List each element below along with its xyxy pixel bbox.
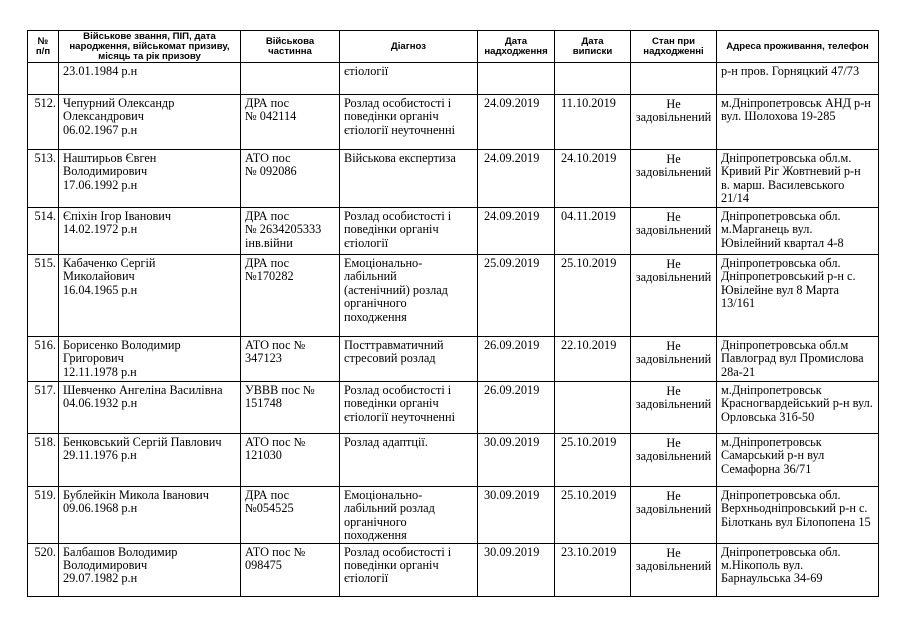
discharge-date-cell: 25.10.2019 bbox=[555, 255, 631, 337]
cell-line: Барнаульська 34-69 bbox=[721, 571, 823, 586]
address-cell bbox=[717, 337, 879, 382]
diagnosis-cell bbox=[340, 208, 478, 255]
cell-line: Стан при bbox=[652, 35, 695, 47]
admission-date-cell: 30.09.2019 bbox=[478, 543, 555, 596]
condition-cell bbox=[631, 63, 717, 95]
cell-line: Не bbox=[666, 257, 681, 271]
cell-line: м.Дніпропетровськ АНД р-н bbox=[721, 96, 871, 110]
cell-line: Ювілейне вул 8 Марта bbox=[721, 282, 839, 297]
admission-date-cell: 25.09.2019 bbox=[478, 255, 555, 337]
military-unit-cell bbox=[241, 543, 340, 596]
cell-line: 29.11.1976 р.н bbox=[63, 448, 137, 463]
cell-line: Дніпропетровська обл.м. bbox=[721, 151, 852, 165]
cell-line: поведінки органіч bbox=[344, 109, 439, 124]
cell-line: лабільний bbox=[344, 269, 397, 284]
cell-line: Розлад особистості і bbox=[344, 209, 452, 223]
address-cell bbox=[717, 150, 879, 208]
cell-line: м.Марганець вул. bbox=[721, 222, 813, 237]
person-cell bbox=[59, 208, 241, 255]
cell-line: №054525 bbox=[245, 501, 294, 516]
cell-line: задовільнений bbox=[635, 559, 712, 574]
cell-line: Борисенко Володимир bbox=[63, 338, 181, 352]
table-row bbox=[28, 95, 879, 150]
col-address-header bbox=[717, 31, 879, 63]
diagnosis-cell bbox=[340, 382, 478, 434]
cell-line: 12.11.1978 р.н bbox=[63, 364, 137, 379]
cell-line: в. марш. Василевського bbox=[721, 177, 845, 192]
table-row bbox=[28, 434, 879, 487]
cell-line: Емоціонально- bbox=[344, 256, 423, 270]
cell-line: 21/14 bbox=[721, 191, 750, 206]
cell-line: єтіології неуточненні bbox=[344, 409, 456, 424]
military-unit-cell bbox=[241, 95, 340, 150]
cell-line: Балбашов Володимир bbox=[63, 544, 178, 559]
cell-line: Красногвардейський р-н вул. bbox=[721, 396, 873, 411]
row-number-cell: 514. bbox=[28, 208, 59, 255]
cell-line: Наштирьов Євген bbox=[63, 151, 157, 165]
admission-date-cell: 26.09.2019 bbox=[478, 382, 555, 434]
condition-cell bbox=[631, 208, 717, 255]
address-cell bbox=[717, 208, 879, 255]
col-person-header bbox=[59, 31, 241, 63]
cell-line: № bbox=[37, 35, 49, 47]
cell-line: Білоткань вул Білопопена 15 bbox=[721, 514, 871, 529]
cell-line: Ювілейний квартал 4-8 bbox=[721, 235, 844, 250]
condition-cell bbox=[631, 337, 717, 382]
cell-line: походження bbox=[344, 528, 407, 543]
cell-line: Не bbox=[666, 489, 681, 503]
cell-line: 347123 bbox=[245, 351, 282, 366]
cell-line: Військова bbox=[265, 35, 315, 47]
col-condition-header bbox=[631, 31, 717, 63]
cell-line: задовільнений bbox=[635, 449, 712, 464]
person-cell bbox=[59, 95, 241, 150]
cell-line: Розлад особистості і bbox=[344, 544, 452, 559]
military-unit-cell bbox=[241, 208, 340, 255]
person-cell bbox=[59, 543, 241, 596]
cell-line: поведінки органіч bbox=[344, 222, 439, 237]
cell-line: р-н пров. Горняцкий 47/73 bbox=[721, 64, 860, 78]
cell-line: вул. Шолохова 19-285 bbox=[721, 109, 836, 124]
cell-line: ДРА пос bbox=[245, 488, 290, 502]
cell-line: Не bbox=[666, 210, 681, 224]
cell-line: походження bbox=[344, 309, 407, 324]
cell-line: 09.06.1968 р.н bbox=[63, 501, 138, 516]
cell-line: Не bbox=[666, 436, 681, 450]
person-cell bbox=[59, 150, 241, 208]
cell-line: Кабаченко Сергій bbox=[63, 256, 156, 270]
table-body bbox=[28, 63, 879, 597]
cell-line: Дніпропетровська обл. bbox=[721, 544, 841, 559]
cell-line: органічного bbox=[344, 514, 407, 529]
admission-date-cell: 24.09.2019 bbox=[478, 208, 555, 255]
table-row bbox=[28, 150, 879, 208]
condition-cell bbox=[631, 95, 717, 150]
cell-line: Володимирович bbox=[63, 558, 148, 573]
cell-line: 17.06.1992 р.н bbox=[63, 177, 138, 192]
condition-cell bbox=[631, 255, 717, 337]
cell-line: Не bbox=[666, 545, 681, 560]
discharge-date-cell: 23.10.2019 bbox=[555, 543, 631, 596]
cell-line: 23.01.1984 р.н bbox=[63, 64, 138, 78]
cell-line: АТО пос bbox=[245, 151, 291, 165]
diagnosis-cell bbox=[340, 150, 478, 208]
cell-line: Миколайович bbox=[63, 269, 135, 284]
cell-line: 13/161 bbox=[721, 296, 756, 311]
row-number-cell: 515. bbox=[28, 255, 59, 337]
discharge-date-cell: 11.10.2019 bbox=[555, 95, 631, 150]
cell-line: 121030 bbox=[245, 448, 282, 463]
admission-date-cell bbox=[478, 63, 555, 95]
cell-line: № 2634205333 bbox=[245, 222, 322, 237]
cell-line: УВВВ пос № bbox=[245, 383, 315, 397]
address-cell bbox=[717, 543, 879, 596]
col-diagnosis-header bbox=[340, 31, 478, 63]
table-row bbox=[28, 208, 879, 255]
cell-line: надходження bbox=[484, 45, 548, 57]
cell-line: м.Дніпропетровськ bbox=[721, 435, 822, 449]
military-unit-cell bbox=[241, 434, 340, 487]
cell-line: єтіології bbox=[344, 64, 389, 78]
col-discharge-date-header bbox=[555, 31, 631, 63]
cell-line: Дата bbox=[504, 35, 528, 47]
admission-date-cell: 26.09.2019 bbox=[478, 337, 555, 382]
cell-line: частинна bbox=[268, 45, 312, 57]
cell-line: задовільнений bbox=[635, 223, 712, 238]
cell-line: поведінки органіч bbox=[344, 396, 439, 411]
cell-line: Григорович bbox=[63, 351, 124, 366]
cell-line: Дніпропетровська обл.м bbox=[721, 338, 849, 352]
cell-line: задовільнений bbox=[635, 397, 712, 412]
cell-line: Адреса проживання, телефон bbox=[726, 40, 869, 52]
address-cell bbox=[717, 63, 879, 95]
cell-line: Семафорна 36/71 bbox=[721, 461, 812, 476]
row-number-cell: 517. bbox=[28, 382, 59, 434]
cell-line: №170282 bbox=[245, 269, 294, 284]
row-number-cell bbox=[28, 63, 59, 95]
cell-line: Розлад адаптції. bbox=[344, 435, 428, 449]
cell-line: Військове звання, ПІП, дата bbox=[83, 30, 216, 42]
cell-line: АТО пос № bbox=[245, 338, 306, 352]
cell-line: інв.війни bbox=[245, 235, 293, 250]
discharge-date-cell bbox=[555, 382, 631, 434]
person-cell bbox=[59, 255, 241, 337]
cell-line: м.Нікополь вул. bbox=[721, 558, 804, 573]
col-number-header bbox=[28, 31, 59, 63]
cell-line: Володимирович bbox=[63, 164, 148, 179]
cell-line: Військова експертиза bbox=[344, 151, 456, 165]
table-row bbox=[28, 63, 879, 95]
address-cell bbox=[717, 487, 879, 544]
address-cell bbox=[717, 95, 879, 150]
cell-line: надходженні bbox=[643, 45, 704, 57]
cell-line: № 042114 bbox=[245, 109, 297, 124]
cell-line: єтіології bbox=[344, 571, 389, 586]
military-unit-cell bbox=[241, 255, 340, 337]
col-admission-date-header bbox=[478, 31, 555, 63]
cell-line: Не bbox=[666, 97, 681, 111]
person-cell bbox=[59, 434, 241, 487]
condition-cell bbox=[631, 150, 717, 208]
row-number-cell: 513. bbox=[28, 150, 59, 208]
diagnosis-cell bbox=[340, 95, 478, 150]
cell-line: задовільнений bbox=[635, 352, 712, 367]
diagnosis-cell bbox=[340, 487, 478, 544]
cell-line: м.Дніпропетровськ bbox=[721, 383, 822, 397]
cell-line: народження, військомат призиву, bbox=[69, 40, 230, 52]
discharge-date-cell: 25.10.2019 bbox=[555, 487, 631, 544]
cell-line: № 092086 bbox=[245, 164, 297, 179]
cell-line: Дніпропетровська обл. bbox=[721, 256, 841, 270]
cell-line: задовільнений bbox=[635, 502, 712, 517]
cell-line: Дніпропетровська обл. bbox=[721, 488, 841, 502]
cell-line: Розлад особистості і bbox=[344, 96, 452, 110]
table-row bbox=[28, 382, 879, 434]
military-unit-cell bbox=[241, 382, 340, 434]
cell-line: Не bbox=[666, 152, 681, 166]
cell-line: 151748 bbox=[245, 396, 282, 411]
cell-line: Емоціонально- bbox=[344, 488, 423, 502]
cell-line: 28а-21 bbox=[721, 364, 756, 379]
cell-line: АТО пос № bbox=[245, 544, 306, 559]
table-row bbox=[28, 543, 879, 596]
person-cell bbox=[59, 337, 241, 382]
cell-line: стресовий розлад bbox=[344, 351, 436, 366]
cell-line: Дніпропетровський р-н с. bbox=[721, 269, 856, 284]
col-unit-header bbox=[241, 31, 340, 63]
cell-line: Діагноз bbox=[390, 40, 427, 52]
cell-line: місяць та рік призову bbox=[98, 50, 201, 62]
cell-line: Єпіхін Ігор Іванович bbox=[63, 209, 172, 223]
address-cell bbox=[717, 434, 879, 487]
diagnosis-cell bbox=[340, 434, 478, 487]
cell-line: Верхньодніпровський р-н с. bbox=[721, 501, 868, 516]
cell-line: Розлад особистості і bbox=[344, 383, 452, 397]
address-cell bbox=[717, 382, 879, 434]
cell-line: 29.07.1982 р.н bbox=[63, 571, 138, 586]
diagnosis-cell bbox=[340, 255, 478, 337]
cell-line: задовільнений bbox=[635, 270, 712, 285]
cell-line: ДРА пос bbox=[245, 209, 290, 223]
cell-line: Орловська 31б-50 bbox=[721, 409, 815, 424]
cell-line: ДРА пос bbox=[245, 96, 290, 110]
discharge-date-cell: 25.10.2019 bbox=[555, 434, 631, 487]
row-number-cell: 520. bbox=[28, 543, 59, 596]
cell-line: лабільний розлад bbox=[344, 501, 435, 516]
address-cell bbox=[717, 255, 879, 337]
cell-line: ДРА пос bbox=[245, 256, 290, 270]
cell-line: Павлоград вул Промислова bbox=[721, 351, 864, 366]
cell-line: Не bbox=[666, 339, 681, 353]
table-row bbox=[28, 255, 879, 337]
person-cell bbox=[59, 382, 241, 434]
discharge-date-cell: 22.10.2019 bbox=[555, 337, 631, 382]
table-header-row bbox=[28, 31, 879, 63]
condition-cell bbox=[631, 487, 717, 544]
cell-line: АТО пос № bbox=[245, 435, 306, 449]
cell-line: Чепурний Олександр bbox=[63, 96, 175, 110]
table-row bbox=[28, 337, 879, 382]
cell-line: Кривий Ріг Жовтневий р-н bbox=[721, 164, 861, 179]
cell-line: 098475 bbox=[245, 558, 282, 573]
cell-line: Олександрович bbox=[63, 109, 144, 124]
diagnosis-cell bbox=[340, 63, 478, 95]
discharge-date-cell: 04.11.2019 bbox=[555, 208, 631, 255]
row-number-cell: 519. bbox=[28, 487, 59, 544]
cell-line: 16.04.1965 р.н bbox=[63, 282, 138, 297]
diagnosis-cell bbox=[340, 337, 478, 382]
cell-line: органічного bbox=[344, 296, 407, 311]
military-unit-cell bbox=[241, 150, 340, 208]
cell-line: Посттравматичний bbox=[344, 338, 444, 352]
admission-date-cell: 24.09.2019 bbox=[478, 150, 555, 208]
condition-cell bbox=[631, 382, 717, 434]
cell-line: Бенковський Сергій Павлович bbox=[63, 435, 222, 449]
table-row bbox=[28, 487, 879, 544]
military-unit-cell bbox=[241, 337, 340, 382]
cell-line: 14.02.1972 р.н bbox=[63, 222, 138, 237]
cell-line: задовільнений bbox=[635, 110, 712, 125]
row-number-cell: 518. bbox=[28, 434, 59, 487]
cell-line: п/п bbox=[35, 45, 51, 57]
diagnosis-cell bbox=[340, 543, 478, 596]
condition-cell bbox=[631, 434, 717, 487]
patients-table bbox=[27, 30, 879, 597]
cell-line: Самарський р-н вул bbox=[721, 448, 825, 463]
cell-line: поведінки органіч bbox=[344, 558, 439, 573]
cell-line: Дата bbox=[581, 35, 604, 47]
discharge-date-cell bbox=[555, 63, 631, 95]
cell-line: 06.02.1967 р.н bbox=[63, 122, 138, 137]
cell-line: Дніпропетровська обл. bbox=[721, 209, 841, 223]
discharge-date-cell: 24.10.2019 bbox=[555, 150, 631, 208]
cell-line: (астенічний) розлад bbox=[344, 282, 448, 297]
cell-line: виписки bbox=[572, 45, 613, 57]
military-unit-cell bbox=[241, 63, 340, 95]
person-cell bbox=[59, 63, 241, 95]
person-cell bbox=[59, 487, 241, 544]
admission-date-cell: 30.09.2019 bbox=[478, 487, 555, 544]
condition-cell bbox=[631, 543, 717, 596]
cell-line: Шевченко Ангеліна Василівна bbox=[63, 383, 223, 397]
cell-line: єтіології bbox=[344, 235, 389, 250]
row-number-cell: 512. bbox=[28, 95, 59, 150]
row-number-cell: 516. bbox=[28, 337, 59, 382]
military-unit-cell bbox=[241, 487, 340, 544]
cell-line: Бублейкін Микола Іванович bbox=[63, 488, 209, 502]
cell-line: 04.06.1932 р.н bbox=[63, 396, 138, 411]
cell-line: задовільнений bbox=[635, 165, 712, 180]
cell-line: Не bbox=[666, 384, 681, 398]
admission-date-cell: 30.09.2019 bbox=[478, 434, 555, 487]
admission-date-cell: 24.09.2019 bbox=[478, 95, 555, 150]
cell-line: єтіології неуточненні bbox=[344, 122, 456, 137]
